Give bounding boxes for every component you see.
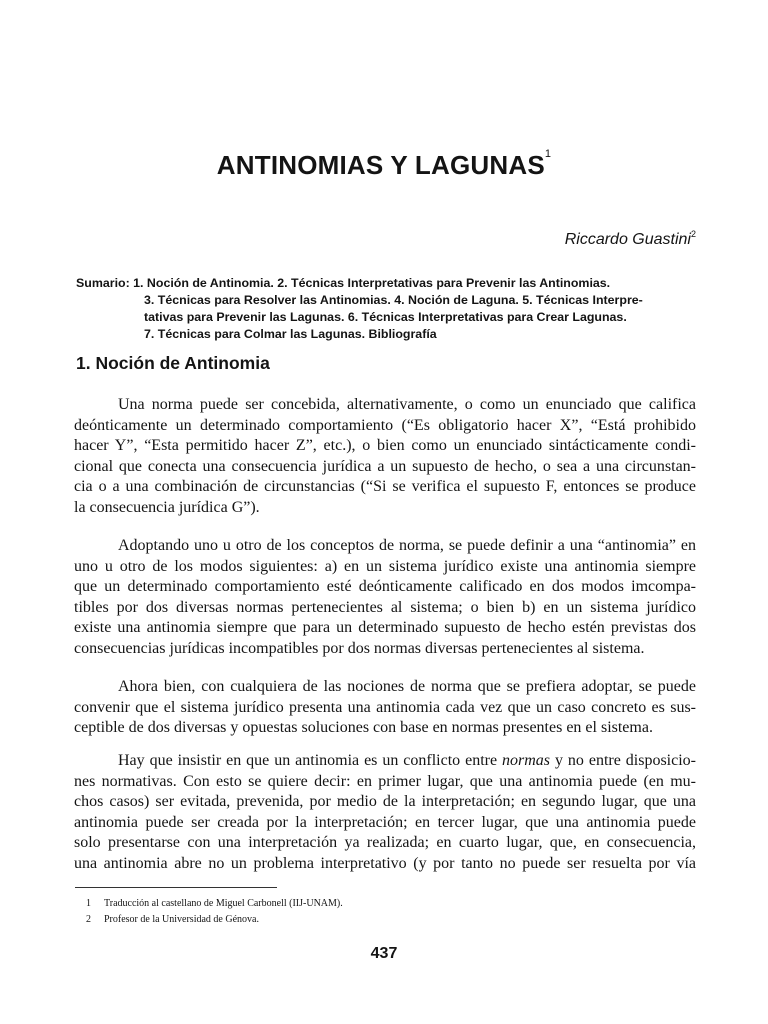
paragraph-line: Ahora bien, con cualquiera de las nociones de norma que se prefiera adoptar, se puede: [118, 678, 696, 695]
paragraph-line: solo presentarse con una interpretación ya realizada; en cuarto lugar, que, en consecuencia,: [74, 834, 696, 852]
paragraph-3: [74, 677, 696, 739]
paragraph-line: hacer Y”, “Esta permitido hacer Z”, etc.), o bien como un enunciado sintácticamente condi-: [74, 437, 696, 455]
paragraph-line: una antinomia abre no un problema interpretativo (y por tanto no puede ser resuelta por vía: [74, 854, 696, 872]
summary-line-1: Sumario: 1. Noción de Antinomia. 2. Técnicas Interpretativas para Prevenir las Antinomias.: [76, 276, 611, 290]
footnote-text: Traducción al castellano de Miguel Carbonell (IIJ-UNAM).: [104, 898, 343, 909]
paragraph-1: [74, 395, 696, 519]
footnote-2: [86, 912, 343, 928]
summary-line-2: 3. Técnicas para Resolver las Antinomias. 4. Noción de Laguna. 5. Técnicas Interpre-: [144, 293, 643, 307]
paragraph-line: ceptible de dos diversas y opuestas soluciones con base en normas presentes en el sistema.: [74, 719, 653, 737]
section-heading: 1. Noción de Antinomia: [76, 353, 270, 373]
paragraph-line: Adoptando uno u otro de los conceptos de norma, se puede definir a una “antinomia” en: [118, 537, 696, 554]
paragraph-line: cia o a una combinación de circunstancias (“Si se verifica el supuesto F, entonces se produce: [74, 478, 696, 496]
paragraph-line: deónticamente un determinado comportamiento (“Es obligatorio hacer X”, “Está prohibido: [74, 416, 696, 434]
paragraph-line: consecuencias jurídicas incompatibles por dos normas diversas pertenecientes al sistema.: [74, 639, 645, 657]
document-title: [0, 150, 768, 181]
paragraph-4: [74, 751, 696, 875]
title-footnote-ref: 1: [544, 148, 552, 160]
footnote-1: [86, 896, 343, 912]
footnote-number: 2: [86, 914, 91, 925]
paragraph-line: nes normativas. Con esto se quiere decir: en primer lugar, que una antinomia puede (en mu-: [74, 772, 696, 790]
paragraph-line: antinomia puede ser creada por la interpretación; en tercer lugar, que una antinomia puede: [74, 813, 696, 831]
paragraph-line: que un determinado comportamiento esté deónticamente calificado en dos modos imcompa-: [74, 578, 696, 596]
paragraph-line: chos casos) ser evitada, prevenida, por medio de la interpretación; en segundo lugar, que una: [74, 793, 696, 811]
paragraph-2: [74, 536, 696, 660]
summary-label: Sumario:: [76, 276, 130, 290]
emphasis-normas: normas: [502, 752, 551, 769]
title-text: ANTINOMIAS Y LAGUNAS: [216, 150, 545, 180]
paragraph-line: tibles por dos diversas normas pertenecientes al sistema; o bien b) en un sistema jurídico: [74, 598, 696, 616]
summary-line-3: tativas para Prevenir las Lagunas. 6. Técnicas Interpretativas para Crear Lagunas.: [144, 310, 627, 324]
footnote-text: Profesor de la Universidad de Génova.: [104, 914, 259, 925]
footnote-divider: [75, 887, 277, 888]
summary-block: [76, 275, 702, 343]
page-number: 437: [370, 945, 398, 962]
paragraph-line: Hay que insistir en que un antinomia es un conflicto entre normas y no entre disposicio-: [118, 752, 696, 769]
author-name: Riccardo Guastini: [564, 231, 691, 248]
footnote-number: 1: [86, 898, 91, 909]
summary-line-4: 7. Técnicas para Colmar las Lagunas. Bibliografía: [144, 327, 437, 341]
paragraph-line: la consecuencia jurídica G”).: [74, 498, 260, 516]
paragraph-line: cional que conecta una consecuencia jurídica a un supuesto de hecho, o sea a una circunstan-: [74, 457, 696, 475]
author-line: [565, 231, 696, 249]
paragraph-line: Una norma puede ser concebida, alternativamente, o como un enunciado que califica: [118, 396, 696, 413]
paragraph-line: existe una antinomia siempre que para un determinado supuesto de hecho estén previstas dos: [74, 619, 696, 637]
paragraph-line: convenir que el sistema jurídico presenta una antinomia cada vez que un caso concreto es sus-: [74, 698, 696, 716]
paragraph-line: uno u otro de los modos siguientes: a) en un sistema jurídico existe una antinomia siempre: [74, 557, 696, 575]
author-footnote-ref: 2: [690, 229, 696, 239]
footnotes: [86, 896, 343, 928]
